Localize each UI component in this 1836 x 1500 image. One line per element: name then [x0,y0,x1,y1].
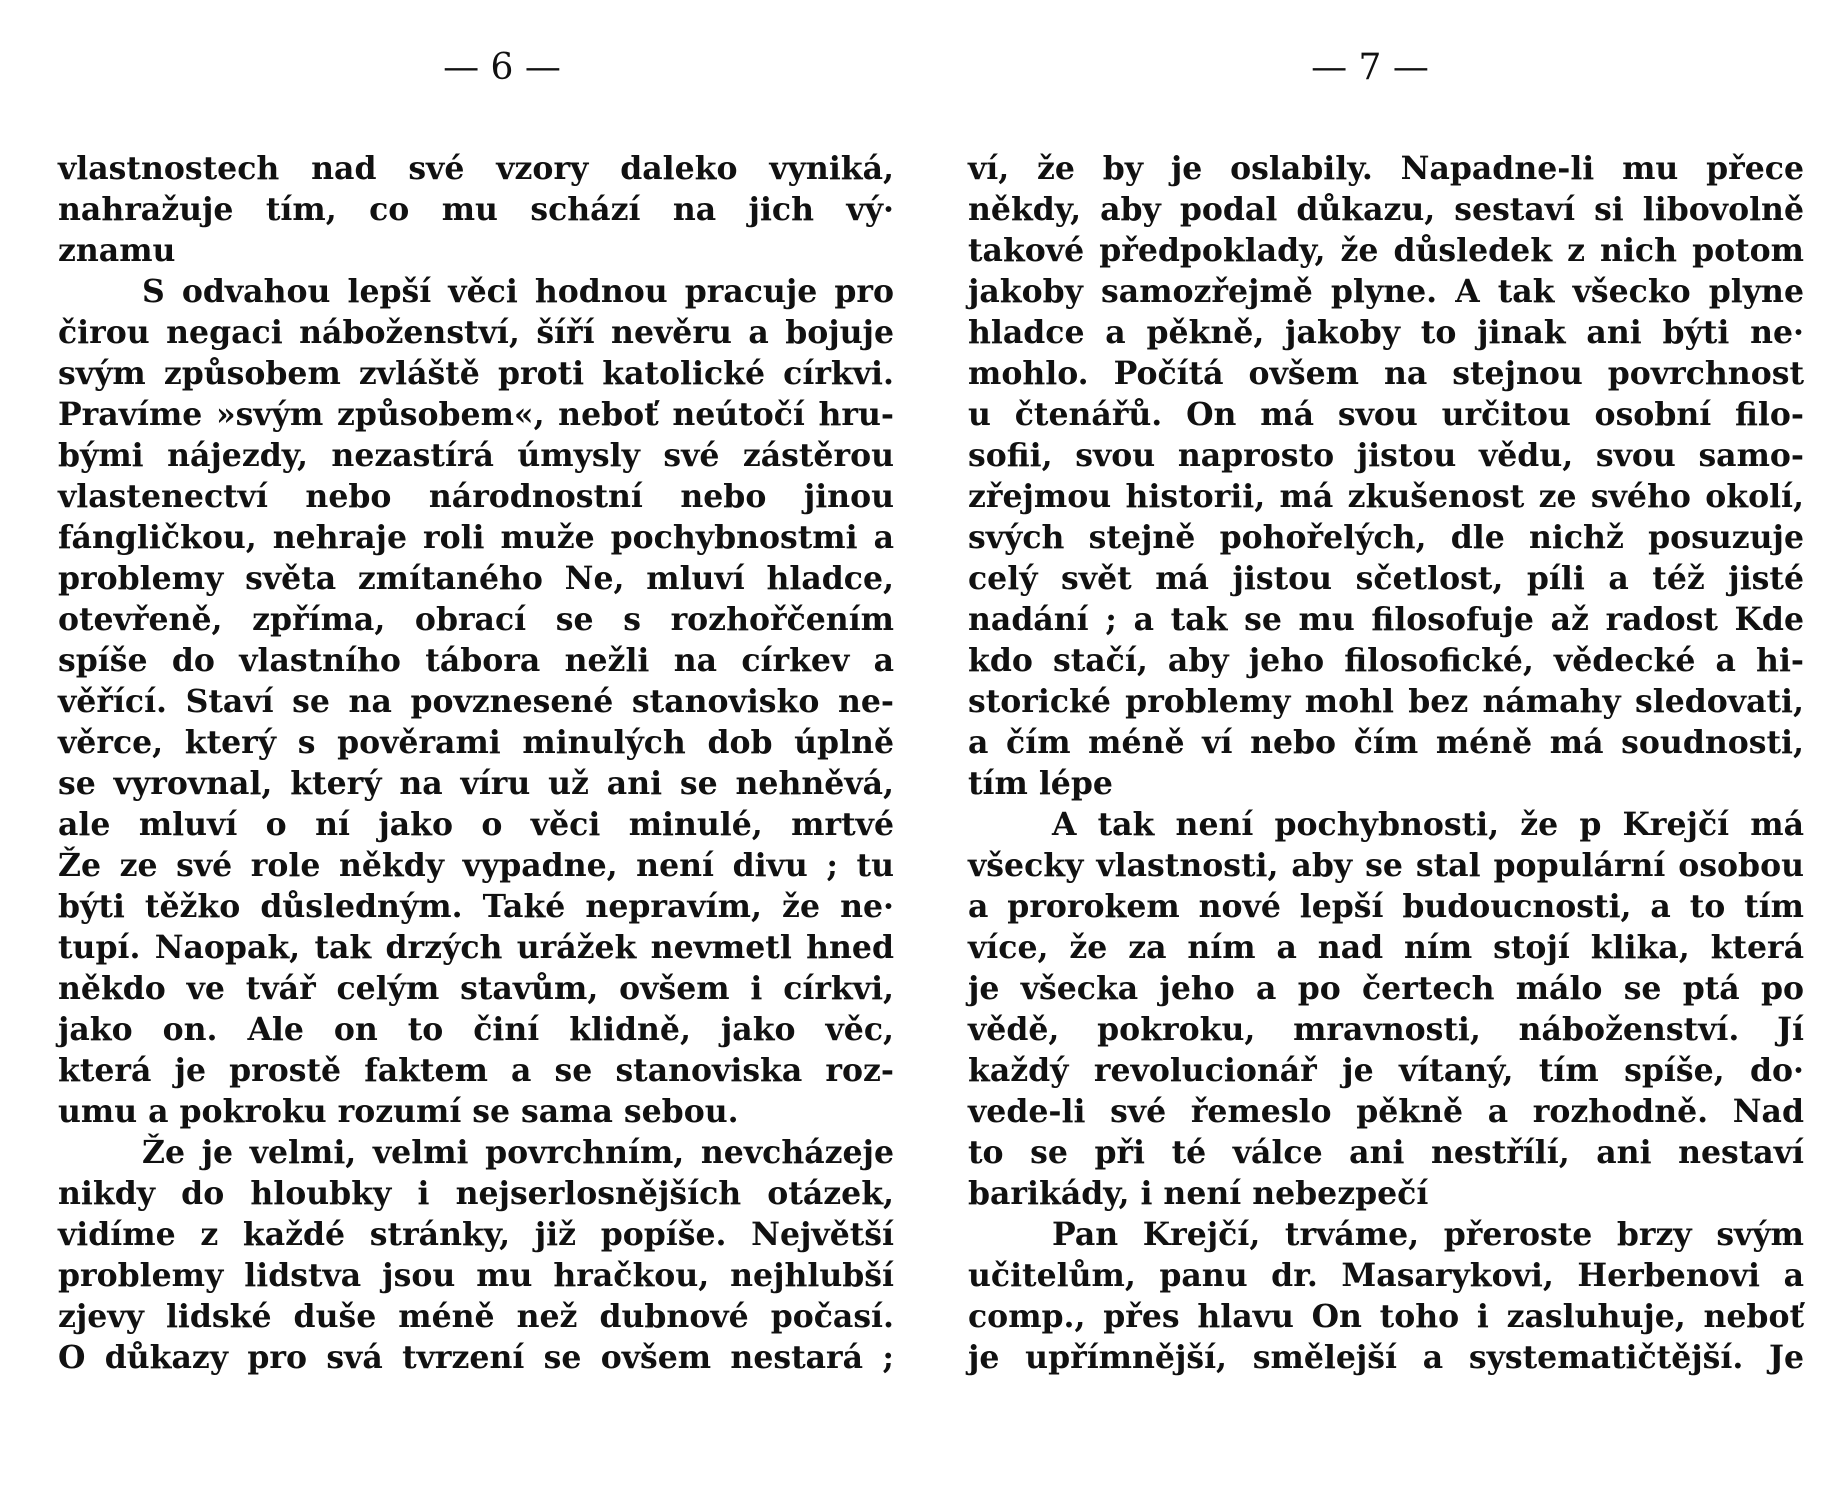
text-line: ale mluví o ní jako o věci minulé, mrtvé [58,806,894,843]
text-line: hladce a pěkně, jakoby to jinak ani býti ne· [968,314,1804,351]
text-line: to se při té válce ani nestřílí, ani nestaví [968,1134,1804,1171]
text-line: sofii, svou naprosto jistou vědu, svou samo- [968,437,1804,474]
text-line: vidíme z každé stránky, již popíše. Největší [58,1216,894,1253]
text-line: Že ze své role někdy vypadne, není divu ; tu [58,847,894,884]
left-page [58,0,894,1500]
text-line: nahražuje tím, co mu schází na jich vý· [58,191,894,228]
text-line: věrce, který s pověrami minulých dob úplně [58,724,894,761]
text-line: u čtenářů. On má svou určitou osobní filo- [968,396,1804,433]
text-line: všecky vlastnosti, aby se stal populární osobou [968,847,1804,884]
text-line: býti těžko důsledným. Také nepravím, že ne· [58,888,894,925]
text-line: znamu [58,232,176,269]
text-line: Pan Krejčí, trváme, přeroste brzy svým [1052,1216,1804,1253]
text-line: je všecka jeho a po čertech málo se ptá po [968,970,1804,1007]
text-line: tím lépe [968,765,1113,802]
text-line: svým způsobem zvláště proti katolické církvi. [58,355,894,392]
text-line: tupí. Naopak, tak drzých urážek nevmetl hned [58,929,894,966]
page-number-right: — 7 — [1311,47,1429,88]
text-line: více, že za ním a nad ním stojí klika, která [968,929,1804,966]
text-line: comp., přes hlavu On toho i zasluhuje, neboť [968,1298,1804,1335]
text-line: umu a pokroku rozumí se sama sebou. [58,1093,739,1130]
text-line: ví, že by je oslabily. Napadne-li mu přece [968,150,1804,187]
text-line: čirou negaci náboženství, šíří nevěru a bojuje [58,314,894,351]
text-line: Že je velmi, velmi povrchním, nevcházeje [142,1134,894,1171]
left-page-text [58,148,894,1378]
text-line: někdo ve tvář celým stavům, ovšem i církvi, [58,970,894,1007]
text-line: S odvahou lepší věci hodnou pracuje pro [142,273,894,310]
text-line: barikády, i není nebezpečí [968,1175,1429,1212]
right-page [968,0,1804,1500]
text-line: učitelům, panu dr. Masarykovi, Herbenovi a [968,1257,1804,1294]
text-line: zřejmou historii, má zkušenost ze svého okolí, [968,478,1804,515]
text-line: která je prostě faktem a se stanoviska roz- [58,1052,894,1089]
text-line: celý svět má jistou sčetlost, píli a též jisté [968,560,1804,597]
text-line: svých stejně pohořelých, dle nichž posuzuje [968,519,1804,556]
text-line: fángličkou, nehraje roli muže pochybnostmi a [58,519,894,556]
text-line: věřící. Staví se na povznesené stanovisko ne- [58,683,894,720]
text-line: mohlo. Počítá ovšem na stejnou povrchnost [968,355,1804,392]
text-line: vlastnostech nad své vzory daleko vyniká, [58,150,894,187]
text-line: problemy lidstva jsou mu hračkou, nejhlubší [58,1257,894,1294]
text-line: vědě, pokroku, mravnosti, náboženství. Jí [968,1011,1804,1048]
text-line: jakoby samozřejmě plyne. A tak všecko plyne [968,273,1804,310]
right-page-text [968,148,1804,1378]
text-line: zjevy lidské duše méně než dubnové počasí. [58,1298,894,1335]
text-line: Pravíme »svým způsobem«, neboť neútočí hru- [58,396,894,433]
text-line: spíše do vlastního tábora nežli na církev a [58,642,894,679]
text-line: a prorokem nové lepší budoucnosti, a to tím [968,888,1804,925]
text-line: problemy světa zmítaného Ne, mluví hladce, [58,560,894,597]
text-line: O důkazy pro svá tvrzení se ovšem nestará ; [58,1339,894,1376]
text-line: se vyrovnal, který na víru už ani se nehněvá, [58,765,894,802]
text-line: někdy, aby podal důkazu, sestaví si libovolně [968,191,1804,228]
text-line: nadání ; a tak se mu filosofuje až radost Kde [968,601,1804,638]
text-line: nikdy do hloubky i nejserlosnějších otázek, [58,1175,894,1212]
text-line: takové předpoklady, že důsledek z nich potom [968,232,1804,269]
text-line: jako on. Ale on to činí klidně, jako věc, [58,1011,894,1048]
text-line: a čím méně ví nebo čím méně má soudnosti, [968,724,1804,761]
text-line: vede-li své řemeslo pěkně a rozhodně. Nad [968,1093,1804,1130]
page-number-left: — 6 — [443,47,561,88]
text-line: kdo stačí, aby jeho filosofické, vědecké a hi- [968,642,1804,679]
text-line: A tak není pochybnosti, že p Krejčí má [1052,806,1804,843]
text-line: vlastenectví nebo národnostní nebo jinou [58,478,894,515]
text-line: bými nájezdy, nezastírá úmysly své zástěrou [58,437,894,474]
text-line: otevřeně, zpříma, obrací se s rozhořčením [58,601,894,638]
text-line: je upřímnější, smělejší a systematičtější. Je [968,1339,1804,1376]
text-line: každý revolucionář je vítaný, tím spíše, do· [968,1052,1804,1089]
text-line: storické problemy mohl bez námahy sledovati, [968,683,1804,720]
